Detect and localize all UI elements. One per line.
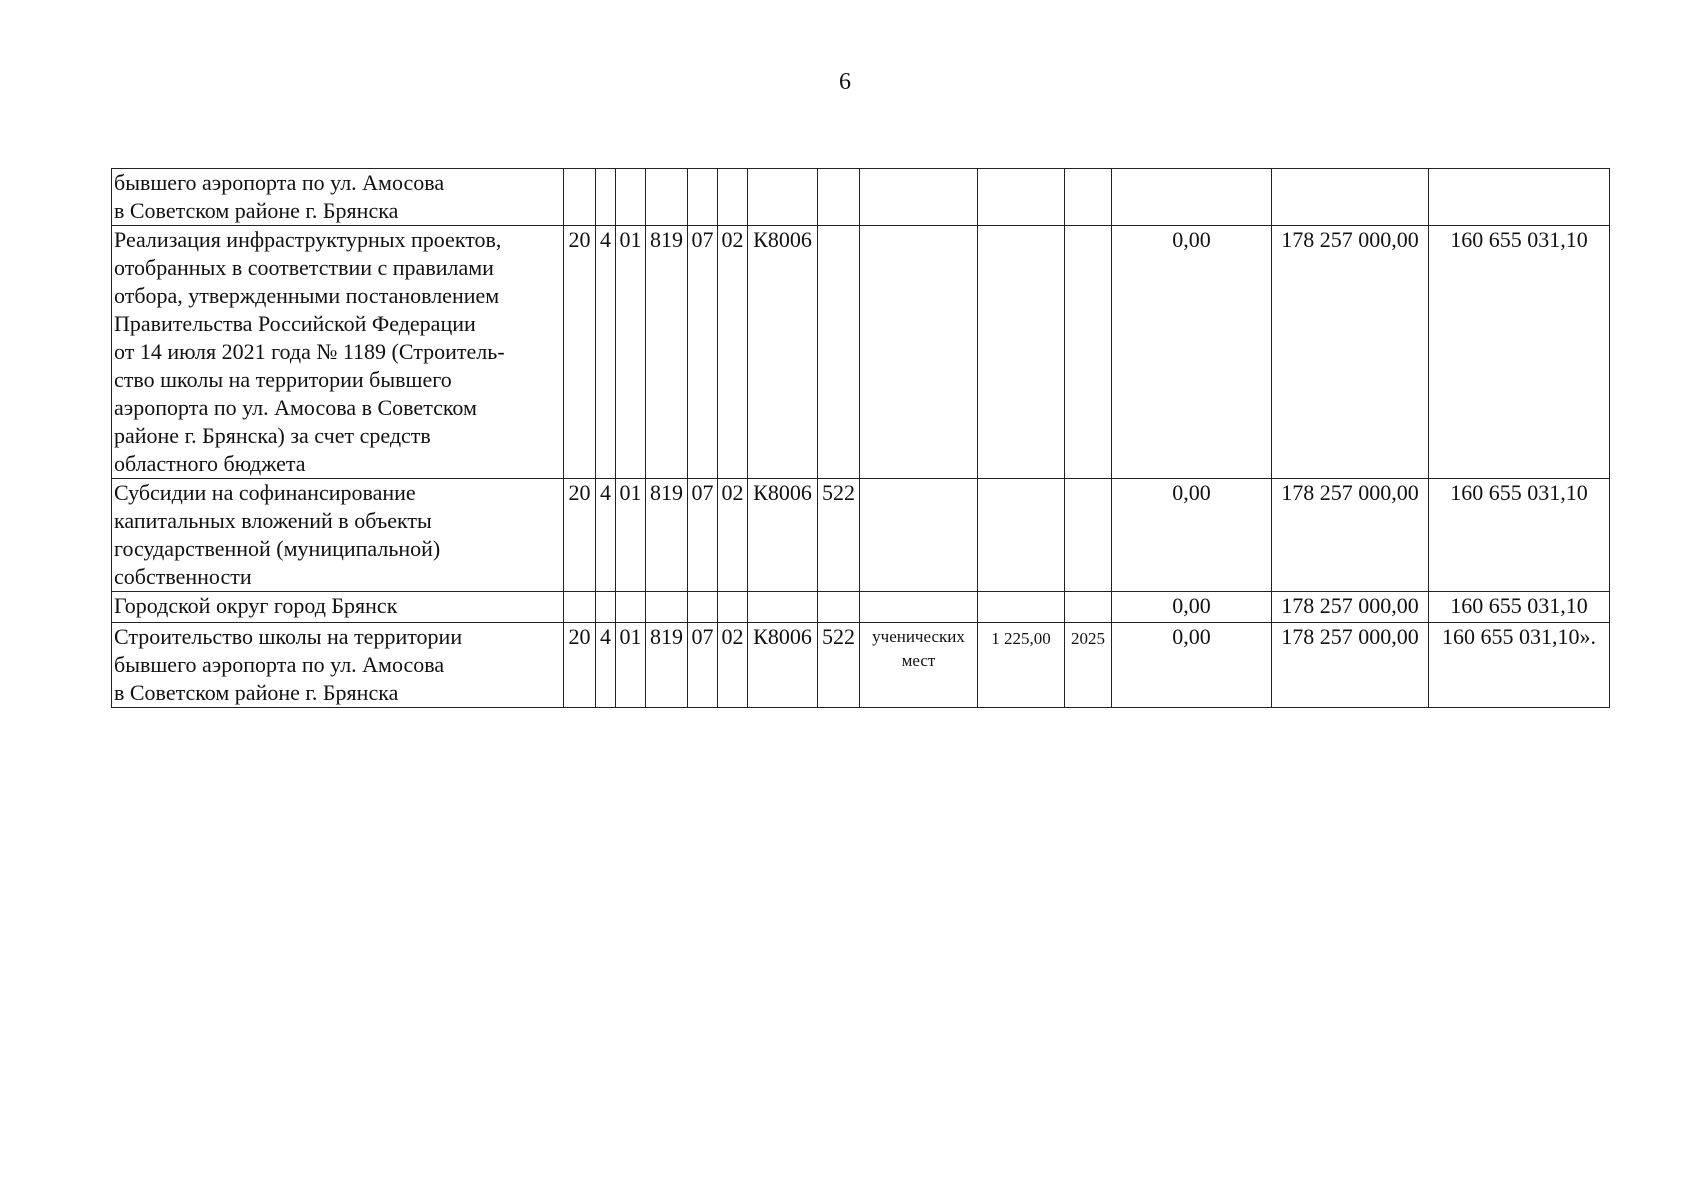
code-expense-type-cell xyxy=(818,169,860,226)
quantity-cell: 1 225,00 xyxy=(978,623,1065,708)
unit-cell xyxy=(860,169,978,226)
code-section-cell xyxy=(688,169,718,226)
year-cell: 2025 xyxy=(1065,623,1112,708)
amount-2025-cell xyxy=(1272,169,1429,226)
code-ministry-cell xyxy=(646,169,688,226)
code-subsection-cell: 02 xyxy=(718,623,748,708)
code-program-cell xyxy=(564,169,596,226)
unit-cell xyxy=(860,226,978,479)
code-target-article-cell: К8006 xyxy=(748,479,818,592)
code-target-article-cell: К8006 xyxy=(748,623,818,708)
code-subsection-cell: 02 xyxy=(718,226,748,479)
quantity-cell xyxy=(978,479,1065,592)
amount-2024-cell: 0,00 xyxy=(1112,479,1272,592)
code-event-cell: 01 xyxy=(616,623,646,708)
code-subsection-cell xyxy=(718,592,748,623)
code-subprogram-cell: 4 xyxy=(596,226,616,479)
amount-2026-cell: 160 655 031,10 xyxy=(1429,592,1610,623)
code-event-cell xyxy=(616,592,646,623)
code-section-cell: 07 xyxy=(688,479,718,592)
code-subsection-cell: 02 xyxy=(718,479,748,592)
unit-cell xyxy=(860,479,978,592)
amount-2024-cell: 0,00 xyxy=(1112,623,1272,708)
code-subprogram-cell xyxy=(596,592,616,623)
code-program-cell xyxy=(564,592,596,623)
code-subsection-cell xyxy=(718,169,748,226)
code-program-cell: 20 xyxy=(564,226,596,479)
code-section-cell: 07 xyxy=(688,226,718,479)
code-event-cell xyxy=(616,169,646,226)
code-program-cell: 20 xyxy=(564,479,596,592)
year-cell xyxy=(1065,592,1112,623)
table-row xyxy=(112,479,1610,592)
code-target-article-cell xyxy=(748,169,818,226)
year-cell xyxy=(1065,479,1112,592)
amount-2026-cell xyxy=(1429,169,1610,226)
amount-2026-cell: 160 655 031,10 xyxy=(1429,226,1610,479)
code-program-cell: 20 xyxy=(564,623,596,708)
table-row xyxy=(112,226,1610,479)
year-cell xyxy=(1065,226,1112,479)
amount-2025-cell: 178 257 000,00 xyxy=(1272,479,1429,592)
code-subprogram-cell xyxy=(596,169,616,226)
code-ministry-cell: 819 xyxy=(646,479,688,592)
unit-cell xyxy=(860,592,978,623)
row-name-cell: Субсидии на софинансирование капитальных вложений в объекты государственной (муниципальной) собственности xyxy=(112,479,564,592)
amount-2026-cell: 160 655 031,10». xyxy=(1429,623,1610,708)
code-section-cell xyxy=(688,592,718,623)
table-row xyxy=(112,169,1610,226)
quantity-cell xyxy=(978,226,1065,479)
row-name-cell: Реализация инфраструктурных проектов, отобранных в соответствии с правилами отбора, утвержденными постановлением Правительства Российской Федерации от 14 июля 2021 года № 1189 (Строитель- ство школы на территории бывшего аэропорта по ул. Амосова в Советском районе г. Брянска) за счет средств областного бюджета xyxy=(112,226,564,479)
code-expense-type-cell: 522 xyxy=(818,479,860,592)
row-name-cell: Городской округ город Брянск xyxy=(112,592,564,623)
code-ministry-cell xyxy=(646,592,688,623)
amount-2025-cell: 178 257 000,00 xyxy=(1272,592,1429,623)
page-number: 6 xyxy=(839,69,851,95)
code-ministry-cell: 819 xyxy=(646,226,688,479)
code-ministry-cell: 819 xyxy=(646,623,688,708)
code-section-cell: 07 xyxy=(688,623,718,708)
amount-2024-cell: 0,00 xyxy=(1112,226,1272,479)
code-subprogram-cell: 4 xyxy=(596,479,616,592)
quantity-cell xyxy=(978,592,1065,623)
table-row xyxy=(112,623,1610,708)
amount-2025-cell: 178 257 000,00 xyxy=(1272,623,1429,708)
quantity-cell xyxy=(978,169,1065,226)
amount-2024-cell: 0,00 xyxy=(1112,592,1272,623)
code-target-article-cell: К8006 xyxy=(748,226,818,479)
year-cell xyxy=(1065,169,1112,226)
row-name-cell: бывшего аэропорта по ул. Амосова в Советском районе г. Брянска xyxy=(112,169,564,226)
code-target-article-cell xyxy=(748,592,818,623)
row-name-cell: Строительство школы на территории бывшего аэропорта по ул. Амосова в Советском районе г. Брянска xyxy=(112,623,564,708)
amount-2026-cell: 160 655 031,10 xyxy=(1429,479,1610,592)
unit-cell: ученических мест xyxy=(860,623,978,708)
code-event-cell: 01 xyxy=(616,479,646,592)
amount-2025-cell: 178 257 000,00 xyxy=(1272,226,1429,479)
code-expense-type-cell xyxy=(818,226,860,479)
code-event-cell: 01 xyxy=(616,226,646,479)
amount-2024-cell xyxy=(1112,169,1272,226)
code-expense-type-cell: 522 xyxy=(818,623,860,708)
code-subprogram-cell: 4 xyxy=(596,623,616,708)
code-expense-type-cell xyxy=(818,592,860,623)
budget-table xyxy=(111,168,1610,708)
table-row xyxy=(112,592,1610,623)
